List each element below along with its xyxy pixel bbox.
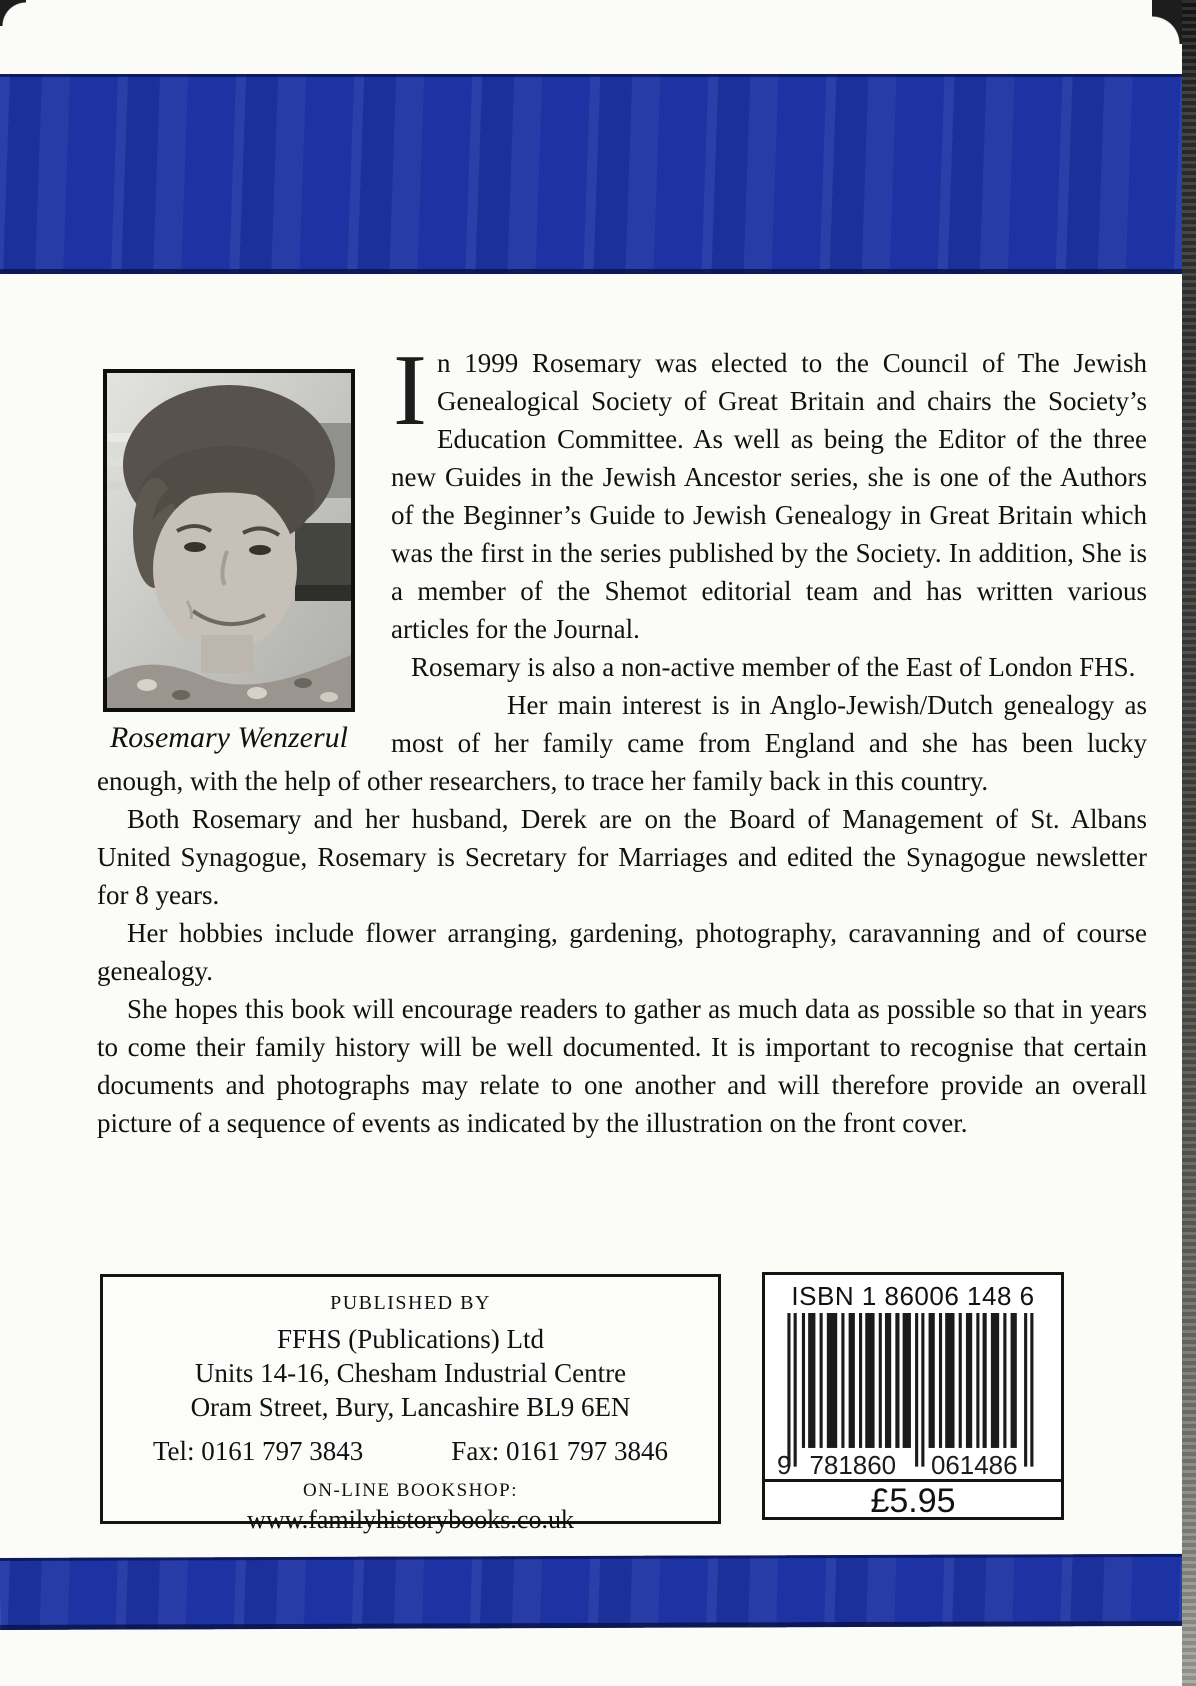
publisher-tel: Tel: 0161 797 3843 bbox=[152, 1436, 364, 1466]
publisher-address-2: Oram Street, Bury, Lancashire BL9 6EN bbox=[190, 1392, 631, 1422]
publisher-address-1: Units 14-16, Chesham Industrial Centre bbox=[194, 1358, 627, 1388]
bookshop-label: ON-LINE BOOKSHOP: bbox=[303, 1480, 518, 1501]
publisher-telfax-row bbox=[153, 1436, 668, 1467]
scan-page-edge bbox=[1182, 0, 1196, 1686]
price-label: £5.95 bbox=[765, 1479, 1061, 1521]
portrait-photo-art bbox=[107, 373, 351, 708]
bookshop-url: www.familyhistorybooks.co.uk bbox=[247, 1505, 574, 1534]
isbn-label: ISBN 1 86006 148 6 bbox=[791, 1281, 1035, 1311]
scan-corner-top-right bbox=[1152, 0, 1182, 44]
portrait-figure bbox=[103, 369, 355, 756]
barcode-digits-left: 781860 bbox=[809, 1451, 897, 1480]
bio-paragraph-3: Her main interest is in Anglo-Jewish/Dutch genealogy as most of her family came from England and she has been lucky enough, with the help of other researchers, to trace her family back in this country. bbox=[97, 690, 1147, 796]
portrait-caption: Rosemary Wenzerul bbox=[109, 721, 349, 754]
publisher-box bbox=[100, 1274, 721, 1534]
barcode-box bbox=[762, 1272, 1064, 1520]
scan-corner-top-left bbox=[0, 0, 26, 26]
barcode-digits-right: 061486 bbox=[930, 1451, 1018, 1480]
bottom-blue-band bbox=[0, 1554, 1196, 1630]
portrait-photo bbox=[103, 369, 355, 712]
barcode-icon bbox=[765, 1311, 1061, 1479]
bio-paragraph-5: Her hobbies include flower arranging, gardening, photography, caravanning and of course genealogy. bbox=[97, 918, 1147, 986]
publisher-name: FFHS (Publications) Ltd bbox=[276, 1324, 545, 1354]
bio-paragraph-1-text: n 1999 Rosemary was elected to the Council of The Jewish Genealogical Society of Great Britain and chairs the Society’s Education Committee. As well as being the Editor of the three new Guides in the Jewish Ancestor series, she is one of the Authors of the Beginner’s Guide to Jewish Genealogy in Great Britain which was the first in the series published by the Society. In addition, She is a member of the Shemot editorial team and has written various articles for the Journal. bbox=[391, 348, 1147, 644]
publisher-label: PUBLISHED BY bbox=[330, 1292, 491, 1314]
top-blue-band bbox=[0, 74, 1196, 274]
biography-text bbox=[97, 334, 1147, 1142]
publisher-fax: Fax: 0161 797 3846 bbox=[451, 1436, 669, 1466]
barcode-digit-lead: 9 bbox=[777, 1451, 792, 1480]
drop-cap: I bbox=[393, 334, 427, 447]
bio-paragraph-2: Rosemary is also a non-active member of the East of London FHS. bbox=[411, 652, 1136, 682]
bio-paragraph-6: She hopes this book will encourage readers to gather as much data as possible so that in years to come their family history will be well documented. It is important to recognise that certain documents and photographs may relate to one another and will therefore provide an overall picture of a sequence of events as indicated by the illustration on the front cover. bbox=[97, 994, 1147, 1138]
bio-paragraph-4: Both Rosemary and her husband, Derek are on the Board of Management of St. Albans United Synagogue, Rosemary is Secretary for Marriages and edited the Synagogue newsletter for 8 years. bbox=[97, 804, 1147, 910]
